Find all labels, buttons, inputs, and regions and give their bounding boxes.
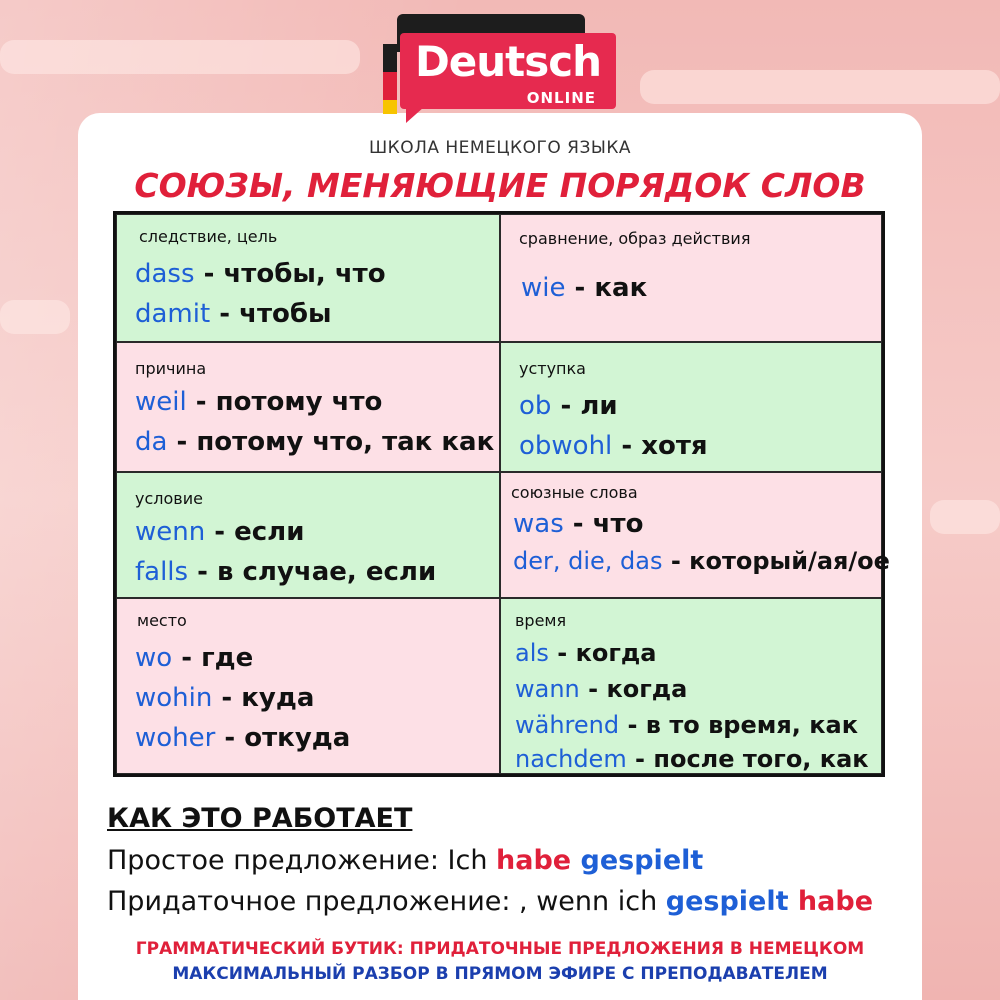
example-label: Придаточное предложение:: [107, 886, 511, 917]
russian-translation: чтобы, что: [223, 259, 386, 289]
russian-translation: в то время, как: [645, 711, 858, 739]
german-word: wenn: [135, 517, 206, 547]
conjunction-row: wie - как: [521, 273, 648, 303]
brush-stroke: [640, 70, 1000, 104]
russian-translation: когда: [606, 675, 688, 703]
brush-stroke: [0, 40, 360, 74]
conjunction-row: was - что: [513, 509, 644, 539]
russian-translation: когда: [575, 639, 657, 667]
example-label: Простое предложение:: [107, 845, 439, 876]
conjunction-row: dass - чтобы, что: [135, 259, 386, 289]
conjunction-row: da - потому что, так как: [135, 427, 495, 457]
participle-gespielt: gespielt: [571, 845, 704, 876]
table-cell: [116, 598, 500, 774]
conjunction-row: nachdem - после того, как: [515, 745, 869, 773]
german-word: wohin: [135, 683, 213, 713]
conjunction-row: wo - где: [135, 643, 254, 673]
verb-habe: habe: [496, 845, 572, 876]
russian-translation: что: [592, 509, 644, 539]
cell-category: время: [515, 611, 567, 630]
german-word: ob: [519, 391, 552, 421]
german-word: da: [135, 427, 168, 457]
brush-stroke: [930, 500, 1000, 534]
conjunction-row: damit - чтобы: [135, 299, 332, 329]
brush-stroke: [0, 300, 70, 334]
subordinate-sentence-example: Придаточное предложение: , wenn ich gespielt habe: [107, 886, 874, 917]
table-cell: [500, 214, 882, 342]
german-word: obwohl: [519, 431, 613, 461]
german-word: woher: [135, 723, 216, 753]
russian-translation: хотя: [641, 431, 708, 461]
conjunction-row: wohin - куда: [135, 683, 315, 713]
cell-category: сравнение, образ действия: [519, 229, 751, 248]
russian-translation: чтобы: [239, 299, 332, 329]
russian-translation: потому что, так как: [196, 427, 495, 457]
russian-translation: после того, как: [653, 745, 869, 773]
participle-gespielt: gespielt: [665, 886, 789, 917]
conjunction-row: wann - когда: [515, 675, 688, 703]
footer-line-blue: МАКСИМАЛЬНЫЙ РАЗБОР В ПРЯМОМ ЭФИРЕ С ПРЕПОДАВАТЕЛЕМ: [172, 964, 828, 984]
table-cell: [116, 472, 500, 598]
german-word: weil: [135, 387, 187, 417]
russian-translation: который/ая/ое: [689, 547, 890, 575]
conjunction-row: woher - откуда: [135, 723, 351, 753]
how-it-works-heading: КАК ЭТО РАБОТАЕТ: [107, 803, 413, 834]
conjunction-row: falls - в случае, если: [135, 557, 437, 587]
school-subtitle: ШКОЛА НЕМЕЦКОГО ЯЗЫКА: [368, 138, 632, 158]
conjunction-row: weil - потому что: [135, 387, 383, 417]
table-cell: [500, 598, 882, 774]
conjunction-row: als - когда: [515, 639, 657, 667]
german-word: wann: [515, 675, 580, 703]
table-cell: [116, 342, 500, 472]
russian-translation: потому что: [215, 387, 383, 417]
brand-sub: ONLINE: [526, 89, 596, 107]
verb-habe: habe: [788, 886, 874, 917]
conjunction-row: obwohl - хотя: [519, 431, 708, 461]
german-word: dass: [135, 259, 195, 289]
russian-translation: ли: [580, 391, 618, 421]
simple-sentence-example: Простое предложение: Ich habe gespielt: [107, 845, 704, 876]
cell-category: уступка: [519, 359, 586, 378]
cell-category: следствие, цель: [139, 227, 278, 246]
german-word: wie: [521, 273, 566, 303]
german-word: als: [515, 639, 549, 667]
page-title: СОЮЗЫ, МЕНЯЮЩИЕ ПОРЯДОК СЛОВ: [134, 166, 866, 205]
german-word: während: [515, 711, 620, 739]
russian-translation: если: [234, 517, 305, 547]
russian-translation: где: [201, 643, 254, 673]
table-cell: [116, 214, 500, 342]
german-word: der, die, das: [513, 547, 663, 575]
russian-translation: откуда: [244, 723, 351, 753]
footer-line-red: ГРАММАТИЧЕСКИЙ БУТИК: ПРИДАТОЧНЫЕ ПРЕДЛОЖЕНИЯ В НЕМЕЦКОМ: [135, 939, 865, 959]
cell-category: союзные слова: [511, 483, 638, 502]
table-cell: [500, 472, 890, 598]
cell-category: условие: [135, 489, 203, 508]
german-word: nachdem: [515, 745, 627, 773]
conjunction-row: wenn - если: [135, 517, 305, 547]
russian-translation: как: [594, 273, 648, 303]
conjunction-table: [113, 211, 890, 777]
german-word: was: [513, 509, 564, 539]
cell-category: причина: [135, 359, 207, 378]
german-word: falls: [135, 557, 189, 587]
brand-name: Deutsch: [414, 37, 602, 86]
conjunction-row: ob - ли: [519, 391, 618, 421]
german-word: damit: [135, 299, 211, 329]
german-word: wo: [135, 643, 173, 673]
brand-logo: [400, 33, 616, 109]
russian-translation: куда: [241, 683, 315, 713]
table-cell: [500, 342, 882, 472]
conjunction-row: während - в то время, как: [515, 711, 858, 739]
cell-category: место: [137, 611, 187, 630]
russian-translation: в случае, если: [217, 557, 437, 587]
conjunction-row: der, die, das - который/ая/ое: [513, 547, 890, 575]
